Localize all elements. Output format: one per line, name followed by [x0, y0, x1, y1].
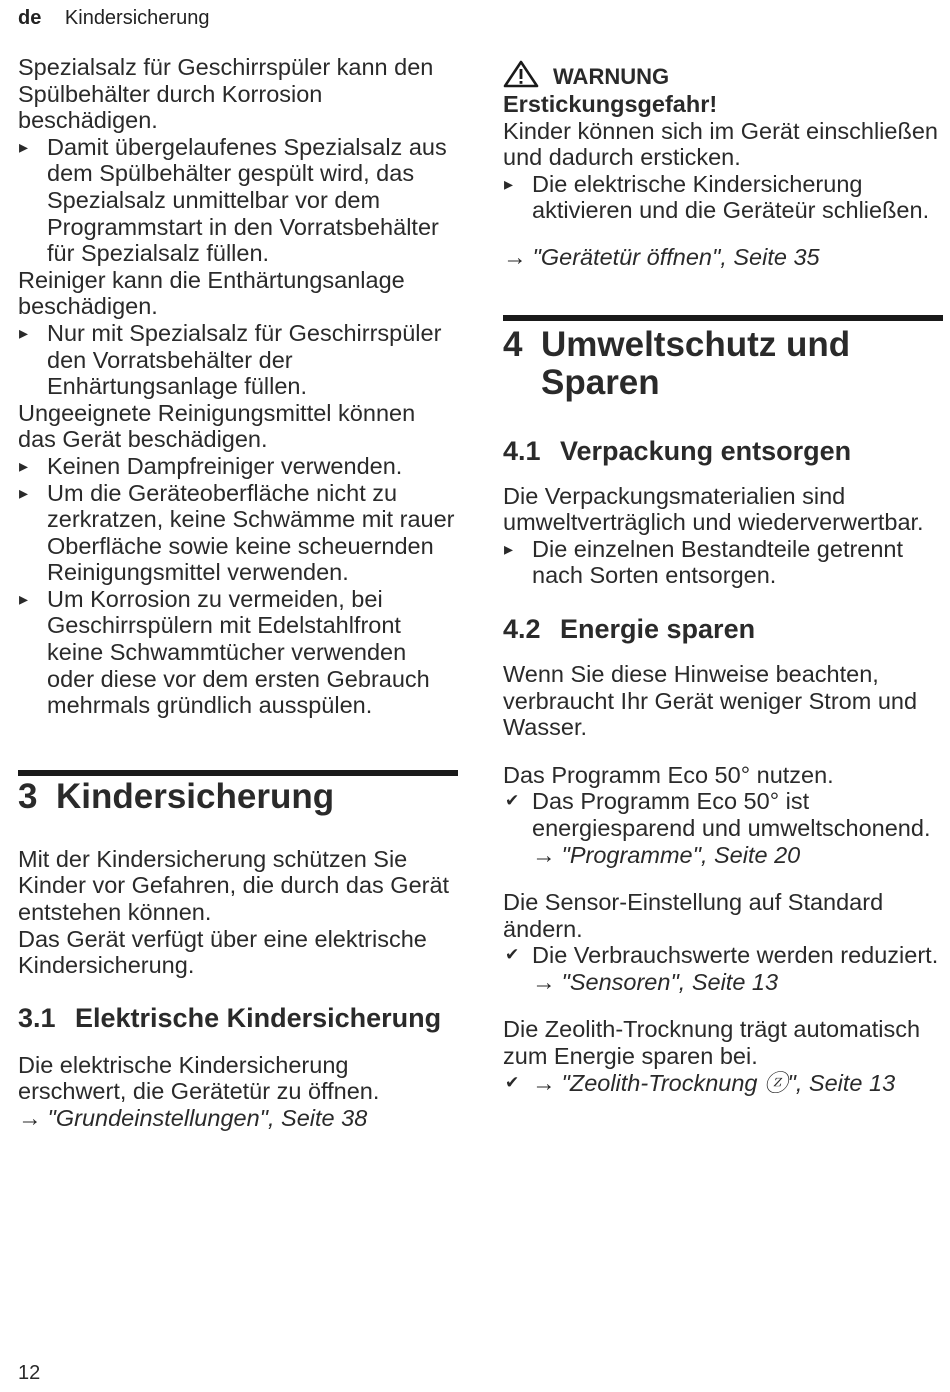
arrow-right-icon: →: [503, 243, 527, 270]
cross-reference-text: "Programme", Seite 20: [561, 841, 801, 868]
warning-triangle-icon: [503, 60, 539, 88]
page-number: 12: [18, 1362, 41, 1384]
paragraph-salt-corrosion: Spezialsalz für Geschirrspüler kann den Spülbehälter durch Korrosion beschädigen.: [18, 54, 434, 134]
warning-header: [503, 60, 943, 91]
paragraph-cleaner-damage: Reiniger kann die Enthärtungsanlage beschädigen.: [18, 266, 405, 320]
arrow-right-icon: →: [18, 1105, 42, 1131]
subsection-title: Energie sparen: [560, 613, 756, 644]
arrow-right-icon: →: [532, 1069, 556, 1096]
subsection-4-2-heading: [503, 613, 943, 646]
cross-reference-grundeinstellungen[interactable]: [18, 1105, 458, 1132]
bullet-no-scratching: ▸ Um die Geräteoberfläche nicht zu zerkratzen, keine Schwämme mit rauer Oberfläche sowie keine scheuernden Reinigungsmittel verwenden.: [18, 480, 458, 586]
paragraph-packaging: Die Verpackungsmaterialien sind umweltverträglich und wiederverwertbar.: [503, 482, 924, 536]
section-3-heading: [18, 778, 458, 816]
paragraph-child-lock-intro: Mit der Kindersicherung schützen Sie Kinder vor Gefahren, die durch das Gerät entstehen können.: [18, 845, 450, 926]
paragraph-energy-intro: Wenn Sie diese Hinweise beachten, verbraucht Ihr Gerät weniger Strom und Wasser.: [503, 660, 918, 741]
running-header: [18, 7, 209, 30]
bullet-no-steam-cleaner: ▸ Keinen Dampfreiniger verwenden.: [18, 453, 458, 480]
cross-reference-text: "Sensoren", Seite 13: [561, 968, 779, 995]
check-reduced-consumption: ✔ Die Verbrauchswerte werden reduziert.: [503, 942, 943, 969]
section-title: Kindersicherung: [56, 776, 335, 816]
warning-text: Kinder können sich im Gerät einschließen und dadurch ersticken.: [503, 117, 938, 171]
section-4-heading: [503, 326, 943, 402]
section-rule: [18, 770, 458, 776]
bullet-only-special-salt: ▸ Nur mit Spezialsalz für Geschirrspüler den Vorratsbehälter der Enhärtungsanlage füllen.: [18, 320, 458, 400]
cross-reference-text: "Gerätetür öffnen", Seite 35: [532, 243, 820, 270]
cross-reference-sensoren[interactable]: [503, 969, 943, 996]
right-column: [503, 60, 943, 1096]
section-number: 3: [18, 776, 38, 816]
bullet-fill-salt: ▸ Damit übergelaufenes Spezialsalz aus dem Spülbehälter gespült wird, das Spezialsalz unmittelbar vor dem Programmstart in den Vorratsbehälter für Spezialsalz füllen.: [18, 134, 458, 267]
section-title: Umweltschutz und Sparen: [541, 324, 851, 402]
paragraph-unsuitable-detergent: Ungeeignete Reinigungsmittel können das Gerät beschädigen.: [18, 399, 416, 453]
tip-eco-program: Das Programm Eco 50° nutzen.: [503, 761, 834, 788]
cross-reference-text: "Grundeinstellungen", Seite 38: [47, 1105, 368, 1131]
tip-zeolith-drying: Die Zeolith-Trocknung trägt automatisch zum Energie sparen bei.: [503, 1016, 921, 1070]
subsection-title: Verpackung entsorgen: [560, 435, 852, 466]
cross-reference-geraetetuer[interactable]: [503, 244, 943, 271]
subsection-title: Elektrische Kindersicherung: [75, 1002, 442, 1033]
subsection-number: 4.1: [503, 435, 541, 466]
running-header-title: Kindersicherung: [64, 7, 210, 29]
cross-reference-programme[interactable]: [503, 842, 943, 869]
paragraph-electric-lock-desc: Die elektrische Kindersicherung erschwert, die Gerätetür zu öffnen.: [18, 1051, 380, 1105]
bullet-dispose-separately: ▸ Die einzelnen Bestandteile getrennt nach Sorten entsorgen.: [503, 536, 943, 589]
subsection-3-1-heading: [18, 1002, 458, 1035]
bullet-avoid-corrosion: ▸ Um Korrosion zu vermeiden, bei Geschirrspülern mit Edelstahlfront keine Schwammtücher verwenden oder diese vor dem ersten Gebrauch mehrmals gründlich ausspülen.: [18, 586, 458, 719]
section-rule: [503, 315, 943, 321]
subsection-number: 4.2: [503, 613, 541, 644]
tip-sensor-setting: Die Sensor-Einstellung auf Standard ändern.: [503, 889, 884, 942]
warning-title: Erstickungsgefahr!: [503, 91, 718, 117]
left-column: [18, 54, 458, 1132]
section-number: 4: [503, 324, 523, 364]
check-eco-program: ✔ Das Programm Eco 50° ist energiesparend und umweltschonend.: [503, 788, 943, 841]
arrow-right-icon: →: [532, 968, 556, 995]
cross-reference-text: "Zeolith-Trocknung ⓩ", Seite 13: [561, 1069, 896, 1096]
arrow-right-icon: →: [532, 841, 556, 868]
language-code: de: [18, 7, 42, 29]
subsection-4-1-heading: [503, 435, 943, 468]
cross-reference-zeolith[interactable]: [503, 1070, 943, 1097]
paragraph-electric-child-lock: Das Gerät verfügt über eine elektrische Kindersicherung.: [18, 925, 427, 979]
warning-label: WARNUNG: [553, 64, 670, 89]
subsection-number: 3.1: [18, 1002, 56, 1033]
warning-bullet: ▸ Die elektrische Kindersicherung aktivieren und die Geräteür schließen.: [503, 171, 943, 224]
